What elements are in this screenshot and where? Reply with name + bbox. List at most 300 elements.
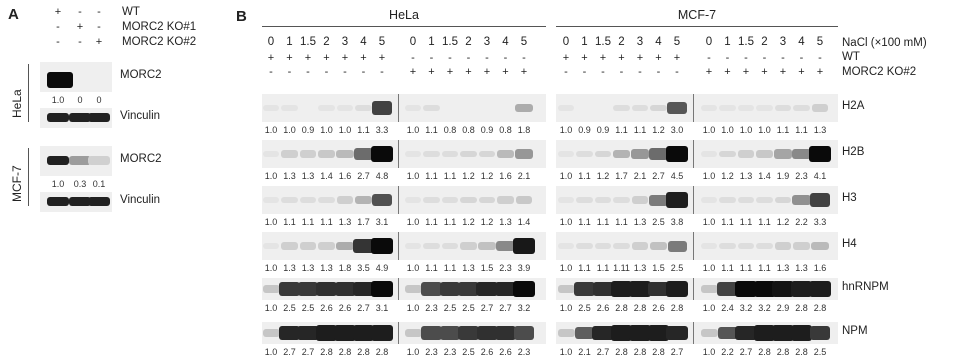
blot-band <box>318 105 334 111</box>
wt-sign: + <box>323 52 330 64</box>
wt-sign: + <box>378 52 386 64</box>
quant-value: 1.8 <box>338 263 352 273</box>
quant-value: 1.3 <box>776 263 790 273</box>
blot-band <box>371 325 393 340</box>
blot-band <box>809 146 831 162</box>
lane-group-separator <box>398 94 399 122</box>
quant-value: 2.8 <box>375 347 389 357</box>
cell-line-header: MCF-7 <box>677 8 717 22</box>
quant-value: 1.3 <box>301 263 315 273</box>
quant-value: 4.1 <box>813 171 827 181</box>
quant-value: 1.2 <box>480 217 494 227</box>
wt-sign: - <box>503 52 508 64</box>
wt-sign: + <box>341 52 349 64</box>
blot-band <box>263 105 279 111</box>
genotype-sign: + <box>95 36 103 48</box>
blot-band <box>318 197 334 204</box>
protein-label: MORC2 <box>120 153 162 165</box>
quant-value: 0.9 <box>301 125 315 135</box>
quant-value: 2.5 <box>443 303 457 313</box>
blot-strip <box>556 278 838 300</box>
wt-sign: - <box>707 52 711 64</box>
quant-value: 1.0 <box>51 179 65 189</box>
quant-value: 2.7 <box>739 347 753 357</box>
blot-band <box>558 329 575 337</box>
blot-band <box>355 105 371 112</box>
blot-strip <box>262 278 546 300</box>
blot-band <box>666 326 687 341</box>
blot-strip <box>40 192 112 212</box>
blot-band <box>497 150 514 158</box>
blot-band <box>738 105 754 111</box>
quant-value: 1.0 <box>559 217 573 227</box>
blot-band <box>479 197 496 204</box>
quant-value: 1.3 <box>301 171 315 181</box>
blot-band <box>738 150 755 157</box>
quant-value: 1.1 <box>283 217 296 227</box>
cell-line-header: HeLa <box>389 8 419 22</box>
quant-value: 1.2 <box>652 125 665 135</box>
blot-band <box>701 197 717 203</box>
quant-value: 2.7 <box>596 347 610 357</box>
genotype-sign: - <box>56 21 60 33</box>
protein-label: H2B <box>842 146 865 158</box>
blot-strip <box>262 322 546 344</box>
quant-value: 2.7 <box>499 303 512 313</box>
blot-band <box>337 196 354 203</box>
quant-value: 1.2 <box>462 217 475 227</box>
lane-group-separator <box>693 186 694 214</box>
quant-value: 1.1 <box>739 263 753 273</box>
blot-band <box>701 329 718 337</box>
blot-band <box>88 113 110 122</box>
quant-value: 1.2 <box>596 171 610 181</box>
cell-line-header-rule <box>556 26 838 27</box>
quant-value: 2.8 <box>357 347 370 357</box>
quant-value: 2.3 <box>425 303 438 313</box>
quant-value: 1.5 <box>652 263 665 273</box>
panel-a-letter: A <box>8 6 19 23</box>
blot-band <box>558 197 574 203</box>
blot-band <box>595 197 611 204</box>
wt-sign: + <box>304 52 312 64</box>
quant-value: 3.2 <box>758 303 771 313</box>
quant-value: 1.0 <box>320 125 333 135</box>
quant-value: 1.0 <box>406 263 420 273</box>
blot-band <box>318 242 335 249</box>
quant-value: 2.6 <box>652 303 665 313</box>
lane-group-separator <box>398 322 399 344</box>
quant-value: 2.8 <box>320 347 333 357</box>
blot-band <box>558 285 575 293</box>
blot-band <box>263 329 280 337</box>
blot-band <box>47 113 69 122</box>
nacl-concentration: 5 <box>673 36 681 48</box>
blot-band <box>631 149 649 159</box>
quant-value: 0.9 <box>480 125 494 135</box>
ko-sign: - <box>361 66 366 78</box>
ko-sign: - <box>269 66 273 78</box>
blot-band <box>666 146 688 162</box>
blot-band <box>405 329 422 337</box>
blot-band <box>300 150 317 157</box>
nacl-concentration: 0 <box>267 36 275 48</box>
blot-band <box>756 105 772 111</box>
blot-band <box>405 285 422 293</box>
wt-sign: - <box>411 52 415 64</box>
quant-value: 1.8 <box>517 125 531 135</box>
ko-sign: + <box>483 66 491 78</box>
blot-band <box>650 105 667 112</box>
blot-band <box>300 242 317 249</box>
ko-sign: - <box>619 66 624 78</box>
quant-value: 1.0 <box>338 125 352 135</box>
wt-sign: - <box>762 52 767 64</box>
quant-value: 2.5 <box>670 263 684 273</box>
blot-band <box>405 151 421 157</box>
blot-band <box>810 326 831 340</box>
panel-a-row-label: MORC2 KO#2 <box>122 36 197 48</box>
wt-sign: - <box>744 52 748 64</box>
ko-sign: + <box>761 66 768 78</box>
quant-value: 3.9 <box>517 263 531 273</box>
blot-band <box>811 242 828 250</box>
ko-sign: + <box>520 66 528 78</box>
quant-value: 2.3 <box>795 171 808 181</box>
blot-band <box>371 238 393 254</box>
blot-band <box>667 102 687 115</box>
quant-value: 1.3 <box>633 263 647 273</box>
quant-value: 1.7 <box>357 217 370 227</box>
nacl-concentration: 2 <box>618 36 625 48</box>
quant-value: 2.1 <box>633 171 647 181</box>
genotype-sign: - <box>97 21 101 33</box>
blot-band <box>649 195 668 206</box>
nacl-concentration: 2 <box>761 36 768 48</box>
quant-value: 1.1 <box>357 125 370 135</box>
nacl-concentration: 3 <box>779 36 787 48</box>
blot-band <box>558 243 574 249</box>
lane-group-separator <box>693 278 694 300</box>
quant-value: 2.5 <box>813 347 827 357</box>
blot-band <box>279 282 300 296</box>
quant-value: 2.7 <box>283 347 296 357</box>
lane-group-separator <box>693 94 694 122</box>
quant-value: 1.1 <box>301 217 315 227</box>
quant-value: 2.7 <box>357 303 370 313</box>
genotype-sign: + <box>54 6 62 18</box>
quant-value: 2.7 <box>670 347 684 357</box>
quant-value: 2.3 <box>517 347 531 357</box>
nacl-concentration: 2 <box>465 36 472 48</box>
nacl-concentration: 1.5 <box>442 36 458 48</box>
blot-band <box>496 241 515 251</box>
quant-value: 0.8 <box>499 125 512 135</box>
quant-value: 3.0 <box>670 125 684 135</box>
blot-band <box>719 197 735 204</box>
wt-sign: + <box>618 52 625 64</box>
quant-value: 2.2 <box>795 217 808 227</box>
blot-band <box>281 197 297 204</box>
nacl-concentration: 1.5 <box>300 36 316 48</box>
quant-value: 1.3 <box>283 263 296 273</box>
lane-group-separator <box>398 232 399 260</box>
blot-band <box>281 105 297 111</box>
quant-value: 1.0 <box>702 125 716 135</box>
blot-band <box>479 151 496 158</box>
blot-band <box>423 151 439 158</box>
ko-sign: - <box>324 66 329 78</box>
quant-value: 1.1 <box>578 217 591 227</box>
blot-band <box>558 151 574 157</box>
protein-label: H4 <box>842 238 857 250</box>
blot-band <box>497 196 514 203</box>
blot-strip <box>40 108 112 128</box>
blot-band <box>336 242 354 251</box>
blot-band <box>738 197 754 204</box>
quant-value: 1.1 <box>320 217 333 227</box>
blot-band <box>442 197 458 204</box>
lane-group-separator <box>693 232 694 260</box>
nacl-concentration: 1 <box>724 36 731 48</box>
blot-band <box>701 285 718 293</box>
wt-sign: + <box>581 52 588 64</box>
blot-strip <box>262 140 546 168</box>
ko-sign: + <box>816 66 824 78</box>
protein-label: NPM <box>842 325 868 337</box>
wt-sign: - <box>522 52 526 64</box>
quant-value: 1.3 <box>499 217 512 227</box>
quant-value: 1.1 <box>776 125 790 135</box>
ko-sign: - <box>564 66 568 78</box>
blot-strip <box>556 140 838 168</box>
blot-band <box>775 242 792 249</box>
quant-value: 0.8 <box>443 125 457 135</box>
quant-value: 2.6 <box>480 347 494 357</box>
quant-value: 1.4 <box>320 171 333 181</box>
blot-strip <box>262 94 546 122</box>
wt-sign: + <box>360 52 367 64</box>
quant-value: 1.1 <box>758 217 771 227</box>
quant-value: 1.1 <box>739 217 753 227</box>
ko-sign: - <box>287 66 292 78</box>
quant-value: 2.5 <box>283 303 296 313</box>
nacl-concentration: 1 <box>581 36 588 48</box>
ko-label: MORC2 KO#2 <box>842 66 917 78</box>
blot-band <box>423 243 439 250</box>
blot-band <box>316 282 337 296</box>
quant-value: 2.8 <box>633 303 647 313</box>
blot-band <box>701 105 717 111</box>
protein-label: H2A <box>842 100 865 112</box>
nacl-concentration: 0 <box>409 36 417 48</box>
wt-sign: - <box>818 52 822 64</box>
blot-band <box>355 196 373 205</box>
blot-band <box>516 196 533 204</box>
quant-value: 1.0 <box>264 347 278 357</box>
quant-value: 2.8 <box>615 347 628 357</box>
quant-value: 1.3 <box>338 217 352 227</box>
quant-value: 1.1 <box>443 263 457 273</box>
blot-strip <box>40 146 112 176</box>
blot-band <box>513 281 535 297</box>
quant-value: 2.8 <box>670 303 684 313</box>
blot-band <box>632 196 649 203</box>
quant-value: 2.8 <box>633 347 647 357</box>
quant-value: 2.8 <box>615 303 628 313</box>
genotype-sign: - <box>78 36 82 48</box>
quant-value: 0.1 <box>92 179 106 189</box>
quant-value: 1.3 <box>813 125 827 135</box>
quant-value: 1.0 <box>702 303 716 313</box>
quant-value: 0.9 <box>596 125 610 135</box>
quant-value: 2.3 <box>425 347 438 357</box>
blot-band <box>458 326 479 340</box>
blot-band <box>632 105 648 112</box>
nacl-concentration: 0 <box>705 36 713 48</box>
blot-band <box>514 326 534 339</box>
quant-value: 3.2 <box>517 303 531 313</box>
blot-band <box>47 156 69 165</box>
blot-band <box>263 243 279 249</box>
quant-value: 3.8 <box>670 217 684 227</box>
blot-band <box>666 192 687 207</box>
quant-value: 1.0 <box>264 125 278 135</box>
protein-label: Vinculin <box>120 110 161 122</box>
ko-sign: - <box>656 66 661 78</box>
blot-band <box>460 197 477 204</box>
wt-sign: + <box>655 52 662 64</box>
blot-band <box>576 151 592 158</box>
cell-line-label: MCF-7 <box>10 165 24 202</box>
quant-value: 0 <box>96 95 102 105</box>
lane-group-separator <box>398 140 399 168</box>
ko-sign: + <box>705 66 713 78</box>
nacl-concentration: 3 <box>636 36 644 48</box>
blot-band <box>793 105 809 112</box>
blot-band <box>809 281 831 296</box>
protein-label: Vinculin <box>120 194 161 206</box>
quant-value: 1.1 <box>578 263 591 273</box>
quant-value: 4.5 <box>670 171 684 181</box>
quant-value: 1.1 <box>795 125 808 135</box>
blot-band <box>47 72 73 88</box>
blot-band <box>495 326 516 340</box>
blot-band <box>515 149 533 159</box>
nacl-concentration: 5 <box>816 36 824 48</box>
blot-band <box>421 282 441 295</box>
quant-value: 1.1 <box>425 263 438 273</box>
quant-value: 0.3 <box>73 179 87 189</box>
ko-sign: + <box>446 66 454 78</box>
wt-sign: - <box>725 52 730 64</box>
blot-band <box>756 150 773 158</box>
quant-value: 1.3 <box>283 171 296 181</box>
quant-value: 1.1 <box>615 125 628 135</box>
quant-value: 2.5 <box>301 303 315 313</box>
blot-band <box>263 197 279 203</box>
blot-band <box>405 197 421 203</box>
quant-value: 1.1 <box>721 217 734 227</box>
quant-value: 2.8 <box>795 303 808 313</box>
quant-value: 1.0 <box>406 303 420 313</box>
blot-band <box>719 151 736 158</box>
blot-band <box>478 242 495 250</box>
quant-value: 3.3 <box>813 217 827 227</box>
quant-value: 2.4 <box>721 303 734 313</box>
quant-value: 1.3 <box>462 263 475 273</box>
blot-band <box>337 105 353 111</box>
blot-band <box>281 242 298 249</box>
ko-sign: + <box>742 66 750 78</box>
blot-band <box>613 243 629 250</box>
ko-sign: - <box>306 66 310 78</box>
nacl-concentration: 2 <box>323 36 330 48</box>
genotype-sign: - <box>56 36 60 48</box>
nacl-concentration: 1 <box>428 36 435 48</box>
quant-value: 1.1 <box>425 217 438 227</box>
blot-strip <box>556 186 838 214</box>
quant-value: 1.0 <box>559 347 573 357</box>
genotype-sign: - <box>97 6 101 18</box>
quant-value: 2.8 <box>813 303 827 313</box>
blot-band <box>701 243 717 249</box>
nacl-concentration: 3 <box>483 36 491 48</box>
quant-value: 0.9 <box>578 125 591 135</box>
quant-value: 2.8 <box>338 347 352 357</box>
ko-sign: - <box>638 66 642 78</box>
ko-sign: - <box>582 66 587 78</box>
nacl-concentration: 3 <box>341 36 349 48</box>
quant-value: 1.1 <box>758 263 771 273</box>
quant-value: 1.1 <box>633 125 647 135</box>
blot-band <box>738 243 754 250</box>
quant-value: 2.3 <box>499 263 512 273</box>
quant-value: 2.9 <box>776 303 790 313</box>
quant-value: 1.3 <box>320 263 333 273</box>
quant-value: 1.1 <box>596 217 610 227</box>
blot-strip <box>556 322 838 344</box>
blot-band <box>515 104 533 113</box>
quant-value: 1.11 <box>613 263 630 273</box>
ko-sign: + <box>465 66 472 78</box>
blot-band <box>281 150 298 157</box>
blot-band <box>701 151 717 157</box>
wt-sign: - <box>466 52 471 64</box>
cell-line-label: HeLa <box>10 89 24 118</box>
blot-strip <box>262 186 546 214</box>
quant-value: 1.6 <box>499 171 512 181</box>
wt-sign: + <box>636 52 644 64</box>
blot-band <box>423 105 439 112</box>
nacl-concentration: 1.5 <box>738 36 754 48</box>
blot-band <box>574 282 595 296</box>
ko-sign: + <box>724 66 731 78</box>
wt-sign: - <box>781 52 785 64</box>
ko-sign: + <box>779 66 787 78</box>
wt-sign: + <box>267 52 275 64</box>
protein-label: MORC2 <box>120 69 162 81</box>
blot-band <box>460 151 477 158</box>
panel-a-row-label: MORC2 KO#1 <box>122 21 197 33</box>
blot-band <box>263 151 279 157</box>
quant-value: 1.0 <box>264 303 278 313</box>
nacl-concentration: 4 <box>798 36 805 48</box>
quant-value: 2.6 <box>320 303 333 313</box>
quant-value: 1.0 <box>702 263 716 273</box>
quant-value: 1.3 <box>633 217 647 227</box>
quant-value: 2.8 <box>758 347 771 357</box>
